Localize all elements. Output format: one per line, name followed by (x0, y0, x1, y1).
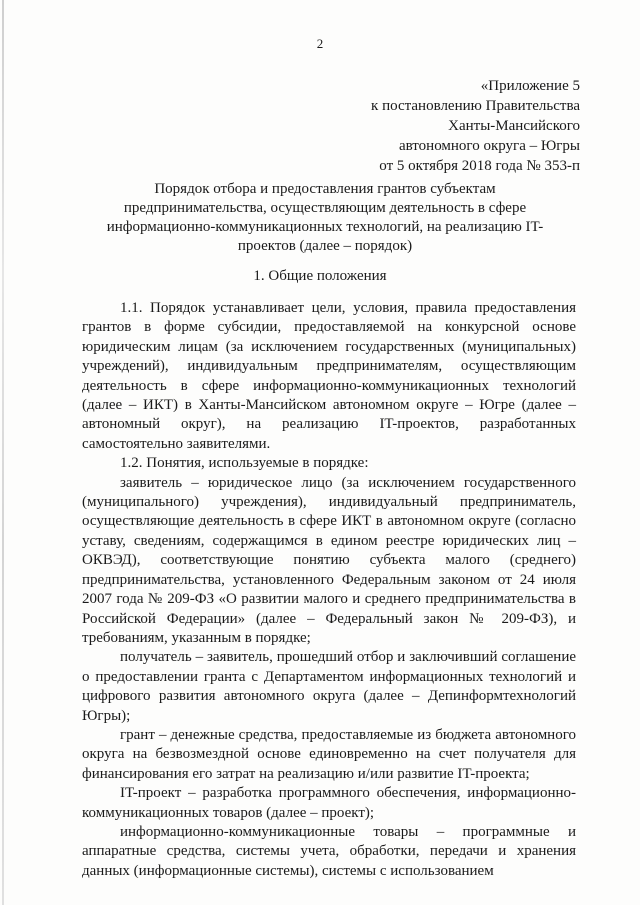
scan-edge (2, 0, 4, 905)
document-title: Порядок отбора и предоставления грантов субъектам предпринимательства, осуществляющим деятельность в сфере информационно-коммуникационных технологий, на реализацию IT-проектов (далее – порядок) (106, 181, 544, 254)
page-number: 2 (316, 36, 324, 51)
body-text (82, 299, 576, 881)
paragraph: 1.2. Понятия, используемые в порядке: (120, 455, 369, 472)
paragraph: заявитель – юридическое лицо (за исключением государственного (муниципального) учреждения), индивидуальный предприниматель, осуществляющие деятельность в сфере ИКТ в автономном округе (согласно уставу, сведениям, содержащимся в едином реестре юридических лиц – ОКВЭД), соответствующие понятию субъекта малого (среднего) предпринимательства, установленного Федеральным законом от 24 июля 2007 года № 209-ФЗ «О развитии малого и среднего предпринимательства в Российской Федерации» (далее – Федеральный закон № 209-ФЗ), и требованиям, указанным в порядке; (82, 474, 576, 646)
paragraph: грант – денежные средства, предоставляемые из бюджета автономного округа на безвозмездной основе единовременно на счет получателя для финансирования его затрат на реализацию и/или развитие IT-проекта; (82, 726, 576, 782)
appendix-line: «Приложение 5 (480, 78, 580, 94)
appendix-line: автономного округа – Югры (398, 138, 580, 154)
appendix-line: от 5 октября 2018 года № 353-п (379, 158, 580, 174)
appendix-line: Ханты-Мансийского (448, 118, 580, 134)
paragraph: информационно-коммуникационные товары – программные и аппаратные средства, системы учета, обработки, передачи и хранения данных (информационные системы), системы с использованием (82, 823, 576, 879)
paragraph: IT-проект – разработка программного обеспечения, информационно-коммуникационных товаров (далее – проект); (82, 785, 576, 821)
paragraph: 1.1. Порядок устанавливает цели, условия, правила предоставления грантов в форме субсидии, предоставляемой на конкурсной основе юридическим лицам (за исключением государственных (муниципальных) учреждений), индивидуальным предпринимателям, осуществляющим деятельность в сфере информационно-коммуникационных технологий (далее – ИКТ) в Ханты-Мансийском автономном округе – Югре (далее – автономный округ), на реализацию IT-проектов, разработанных самостоятельно заявителями. (82, 300, 576, 452)
appendix-line: к постановлению Правительства (371, 98, 580, 114)
section-heading: 1. Общие положения (253, 268, 387, 284)
appendix-block (371, 76, 580, 176)
paragraph: получатель – заявитель, прошедший отбор и заключивший соглашение о предоставлении гранта с Департаментом информационных технологий и цифрового развития автономного округа (далее – Депинформтехнологий Югры); (82, 649, 576, 724)
